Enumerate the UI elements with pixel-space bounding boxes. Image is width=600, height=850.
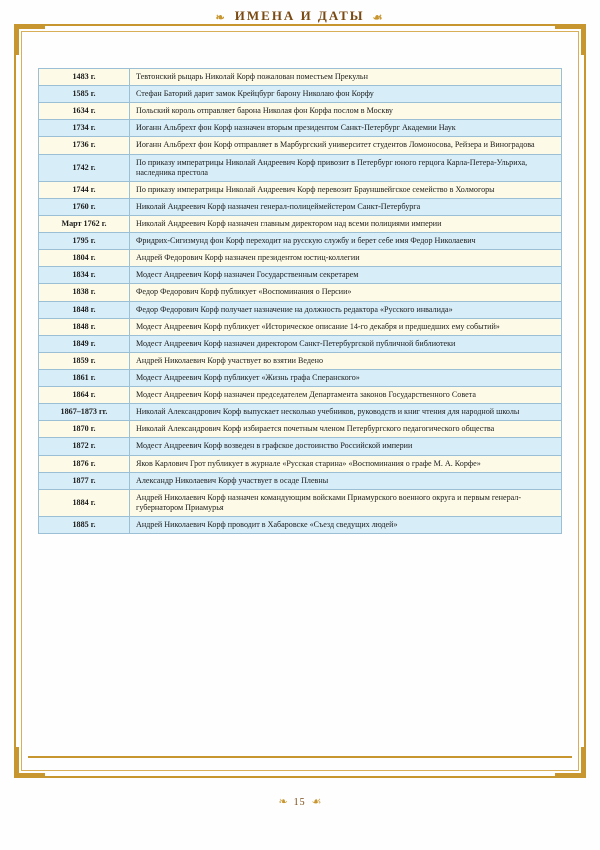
table-row xyxy=(39,301,562,318)
table-cell-event: Андрей Николаевич Корф проводит в Хабаровске «Съезд сведущих людей» xyxy=(130,516,562,533)
ornament-right-icon: ☙ xyxy=(372,11,385,24)
table-row xyxy=(39,455,562,472)
table-cell-date: 1876 г. xyxy=(39,455,130,472)
table-cell-event: Модест Андреевич Корф назначен директором Санкт-Петербургской публичной библиотеки xyxy=(130,335,562,352)
chronology-table-body xyxy=(39,69,562,534)
table-cell-date: 1742 г. xyxy=(39,154,130,181)
table-cell-event: Андрей Николаевич Корф участвует во взятии Ведено xyxy=(130,352,562,369)
table-cell-date: 1870 г. xyxy=(39,421,130,438)
footer-divider xyxy=(28,756,572,758)
table-row xyxy=(39,250,562,267)
ornament-left-icon: ❧ xyxy=(215,11,227,24)
table-cell-date: 1848 г. xyxy=(39,318,130,335)
table-row xyxy=(39,137,562,154)
chronology-table-container xyxy=(38,68,562,723)
table-cell-date: 1885 г. xyxy=(39,516,130,533)
table-cell-date: 1848 г. xyxy=(39,301,130,318)
table-cell-event: Стефан Баторий дарит замок Крейцбург барону Николаю фон Корфу xyxy=(130,86,562,103)
frame-corner-top-left xyxy=(14,24,45,55)
table-cell-event: Николай Александрович Корф выпускает несколько учебников, руководств и книг чтения для народной школы xyxy=(130,404,562,421)
table-cell-event: Николай Андреевич Корф назначен генерал-полицеймейстером Санкт-Петербурга xyxy=(130,198,562,215)
table-cell-event: Федор Федорович Корф получает назначение на должность редактора «Русского инвалида» xyxy=(130,301,562,318)
table-cell-event: Андрей Федорович Корф назначен президентом юстиц-коллегии xyxy=(130,250,562,267)
table-cell-date: 1585 г. xyxy=(39,86,130,103)
table-cell-date: 1838 г. xyxy=(39,284,130,301)
table-row xyxy=(39,181,562,198)
table-row xyxy=(39,472,562,489)
table-cell-event: Николай Александрович Корф избирается почетным членом Петербургского педагогического общества xyxy=(130,421,562,438)
page-title xyxy=(0,0,600,24)
table-cell-date: 1736 г. xyxy=(39,137,130,154)
table-cell-date: 1864 г. xyxy=(39,387,130,404)
table-cell-event: Иоганн Альбрехт фон Корф отправляет в Марбургский университет студентов Ломоносова, Рейзера и Виноградова xyxy=(130,137,562,154)
footer-ornament-left-icon: ❧ xyxy=(278,795,288,808)
table-row xyxy=(39,69,562,86)
table-row xyxy=(39,103,562,120)
table-row xyxy=(39,421,562,438)
table-cell-event: По приказу императрицы Николай Андреевич Корф перевозит Брауншвейгское семейство в Холмогоры xyxy=(130,181,562,198)
table-row xyxy=(39,387,562,404)
table-cell-event: Андрей Николаевич Корф назначен командующим войсками Приамурского военного округа и первым генерал-губернатором Приамурья xyxy=(130,489,562,516)
table-cell-date: 1884 г. xyxy=(39,489,130,516)
table-row xyxy=(39,489,562,516)
table-cell-event: Фридрих-Сигизмунд фон Корф переходит на русскую службу и берет себе имя Федор Николаевич xyxy=(130,233,562,250)
table-row xyxy=(39,267,562,284)
table-cell-event: Александр Николаевич Корф участвует в осаде Плевны xyxy=(130,472,562,489)
table-row xyxy=(39,284,562,301)
table-cell-event: Иоганн Альбрехт фон Корф назначен вторым президентом Санкт-Петербург Академии Наук xyxy=(130,120,562,137)
table-cell-event: Николай Андреевич Корф назначен главным директором над всеми полициями империи xyxy=(130,215,562,232)
table-cell-event: Модест Андреевич Корф возведен в графское достоинство Российской империи xyxy=(130,438,562,455)
table-row xyxy=(39,516,562,533)
table-row xyxy=(39,215,562,232)
table-cell-event: Тевтонский рыцарь Николай Корф пожалован поместьем Прекульн xyxy=(130,69,562,86)
table-cell-date: 1634 г. xyxy=(39,103,130,120)
table-cell-event: Яков Карлович Грот публикует в журнале «Русская старина» «Воспоминания о графе М. А. Корфе» xyxy=(130,455,562,472)
table-row xyxy=(39,154,562,181)
table-cell-date: Март 1762 г. xyxy=(39,215,130,232)
table-cell-event: По приказу императрицы Николай Андреевич Корф привозит в Петербург юного герцога Карла-Петера-Ульриха, наследника престола xyxy=(130,154,562,181)
table-row xyxy=(39,233,562,250)
table-cell-event: Модест Андреевич Корф назначен Государственным секретарем xyxy=(130,267,562,284)
table-row xyxy=(39,198,562,215)
table-row xyxy=(39,318,562,335)
page-title-text: ИМЕНА И ДАТЫ xyxy=(234,8,365,23)
table-cell-event: Модест Андреевич Корф публикует «Историческое описание 14-го декабря и предшедших ему событий» xyxy=(130,318,562,335)
table-cell-date: 1859 г. xyxy=(39,352,130,369)
footer-ornament-right-icon: ☙ xyxy=(311,795,322,808)
table-cell-date: 1734 г. xyxy=(39,120,130,137)
table-cell-date: 1849 г. xyxy=(39,335,130,352)
table-row xyxy=(39,352,562,369)
table-cell-date: 1867–1873 гг. xyxy=(39,404,130,421)
table-cell-date: 1872 г. xyxy=(39,438,130,455)
table-row xyxy=(39,86,562,103)
table-cell-date: 1483 г. xyxy=(39,69,130,86)
page-number: 15 xyxy=(293,797,306,808)
page-footer xyxy=(0,792,600,810)
table-cell-date: 1795 г. xyxy=(39,233,130,250)
table-cell-date: 1760 г. xyxy=(39,198,130,215)
chronology-table xyxy=(38,68,562,534)
table-row xyxy=(39,369,562,386)
table-cell-event: Модест Андреевич Корф назначен председателем Департамента законов Государственного Совета xyxy=(130,387,562,404)
table-cell-date: 1834 г. xyxy=(39,267,130,284)
frame-corner-bottom-right xyxy=(555,747,586,778)
table-row xyxy=(39,438,562,455)
table-row xyxy=(39,120,562,137)
table-cell-event: Польский король отправляет барона Николая фон Корфа послом в Москву xyxy=(130,103,562,120)
table-cell-event: Федор Федорович Корф публикует «Воспоминания о Персии» xyxy=(130,284,562,301)
table-cell-date: 1744 г. xyxy=(39,181,130,198)
table-cell-date: 1861 г. xyxy=(39,369,130,386)
frame-corner-top-right xyxy=(555,24,586,55)
table-row xyxy=(39,404,562,421)
table-row xyxy=(39,335,562,352)
table-cell-date: 1804 г. xyxy=(39,250,130,267)
table-cell-event: Модест Андреевич Корф публикует «Жизнь графа Сперанского» xyxy=(130,369,562,386)
table-cell-date: 1877 г. xyxy=(39,472,130,489)
frame-corner-bottom-left xyxy=(14,747,45,778)
